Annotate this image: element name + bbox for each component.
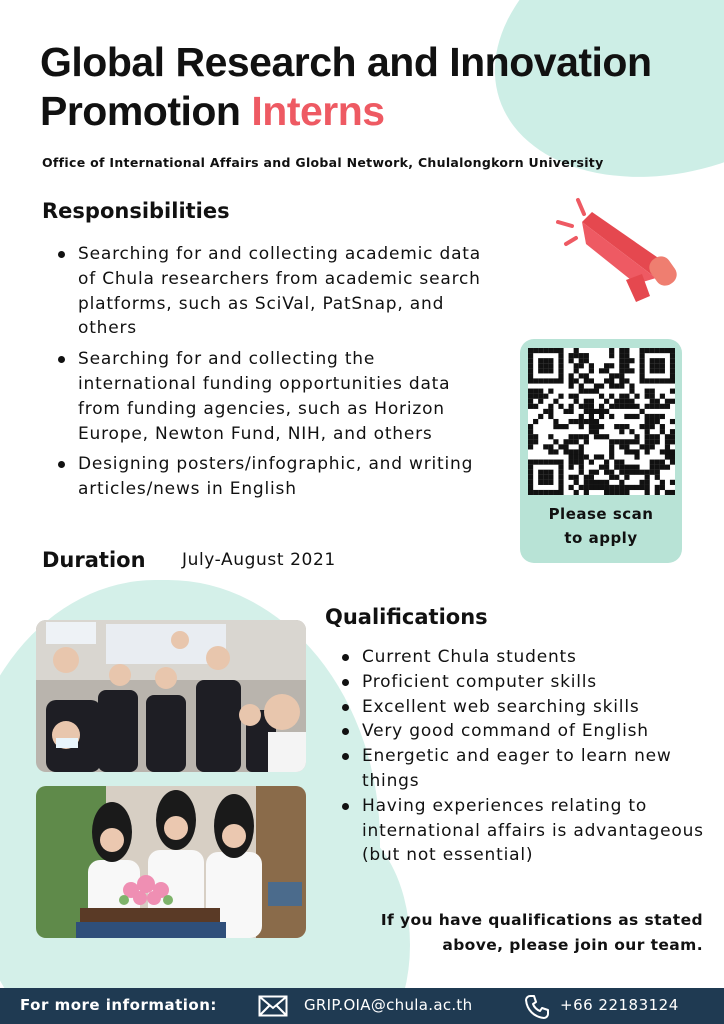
qualifications-list — [340, 645, 710, 868]
closing-line-2: above, please join our team. — [442, 936, 703, 954]
megaphone-icon — [552, 192, 682, 307]
envelope-icon — [258, 994, 288, 1018]
organization-subtitle: Office of International Affairs and Global Network, Chulalongkorn University — [42, 155, 604, 170]
list-item: Searching for and collecting the international funding opportunities data from funding agencies, such as Horizon Europe, Newton Fund, NIH, and others — [56, 347, 486, 446]
list-item: Having experiences relating to international affairs is advantageous (but not essential) — [340, 794, 710, 868]
closing-line-1: If you have qualifications as stated — [380, 911, 703, 929]
footer-bar — [0, 988, 724, 1024]
email-link[interactable]: GRIP.OIA@chula.ac.th — [304, 996, 473, 1014]
list-item: Very good command of English — [340, 719, 710, 744]
footer-label: For more information: — [20, 996, 217, 1014]
title-line-2: Promotion — [40, 88, 241, 134]
qr-label — [520, 502, 682, 550]
qr-label-line-2: to apply — [564, 529, 638, 547]
phone-icon — [524, 994, 550, 1020]
duration-value: July-August 2021 — [182, 550, 336, 570]
qr-code[interactable] — [528, 348, 675, 495]
closing-message — [325, 908, 703, 958]
phone-number[interactable]: +66 22183124 — [560, 996, 679, 1014]
qualifications-heading: Qualifications — [325, 605, 488, 629]
poster-title — [40, 38, 690, 136]
list-item: Searching for and collecting academic data of Chula researchers from academic search platforms, such as SciVal, PatSnap, and others — [56, 242, 486, 341]
list-item: Energetic and eager to learn new things — [340, 744, 710, 794]
title-line-1: Global Research and Innovation — [40, 39, 652, 85]
responsibilities-heading: Responsibilities — [42, 199, 230, 223]
list-item: Proficient computer skills — [340, 670, 710, 695]
list-item: Current Chula students — [340, 645, 710, 670]
duration-heading: Duration — [42, 548, 146, 572]
qr-label-line-1: Please scan — [548, 505, 654, 523]
title-accent-word: Interns — [251, 88, 385, 134]
responsibilities-list — [56, 242, 486, 508]
list-item: Excellent web searching skills — [340, 695, 710, 720]
event-photo — [36, 786, 306, 938]
team-group-photo — [36, 620, 306, 772]
list-item: Designing posters/infographic, and writing articles/news in English — [56, 452, 486, 502]
